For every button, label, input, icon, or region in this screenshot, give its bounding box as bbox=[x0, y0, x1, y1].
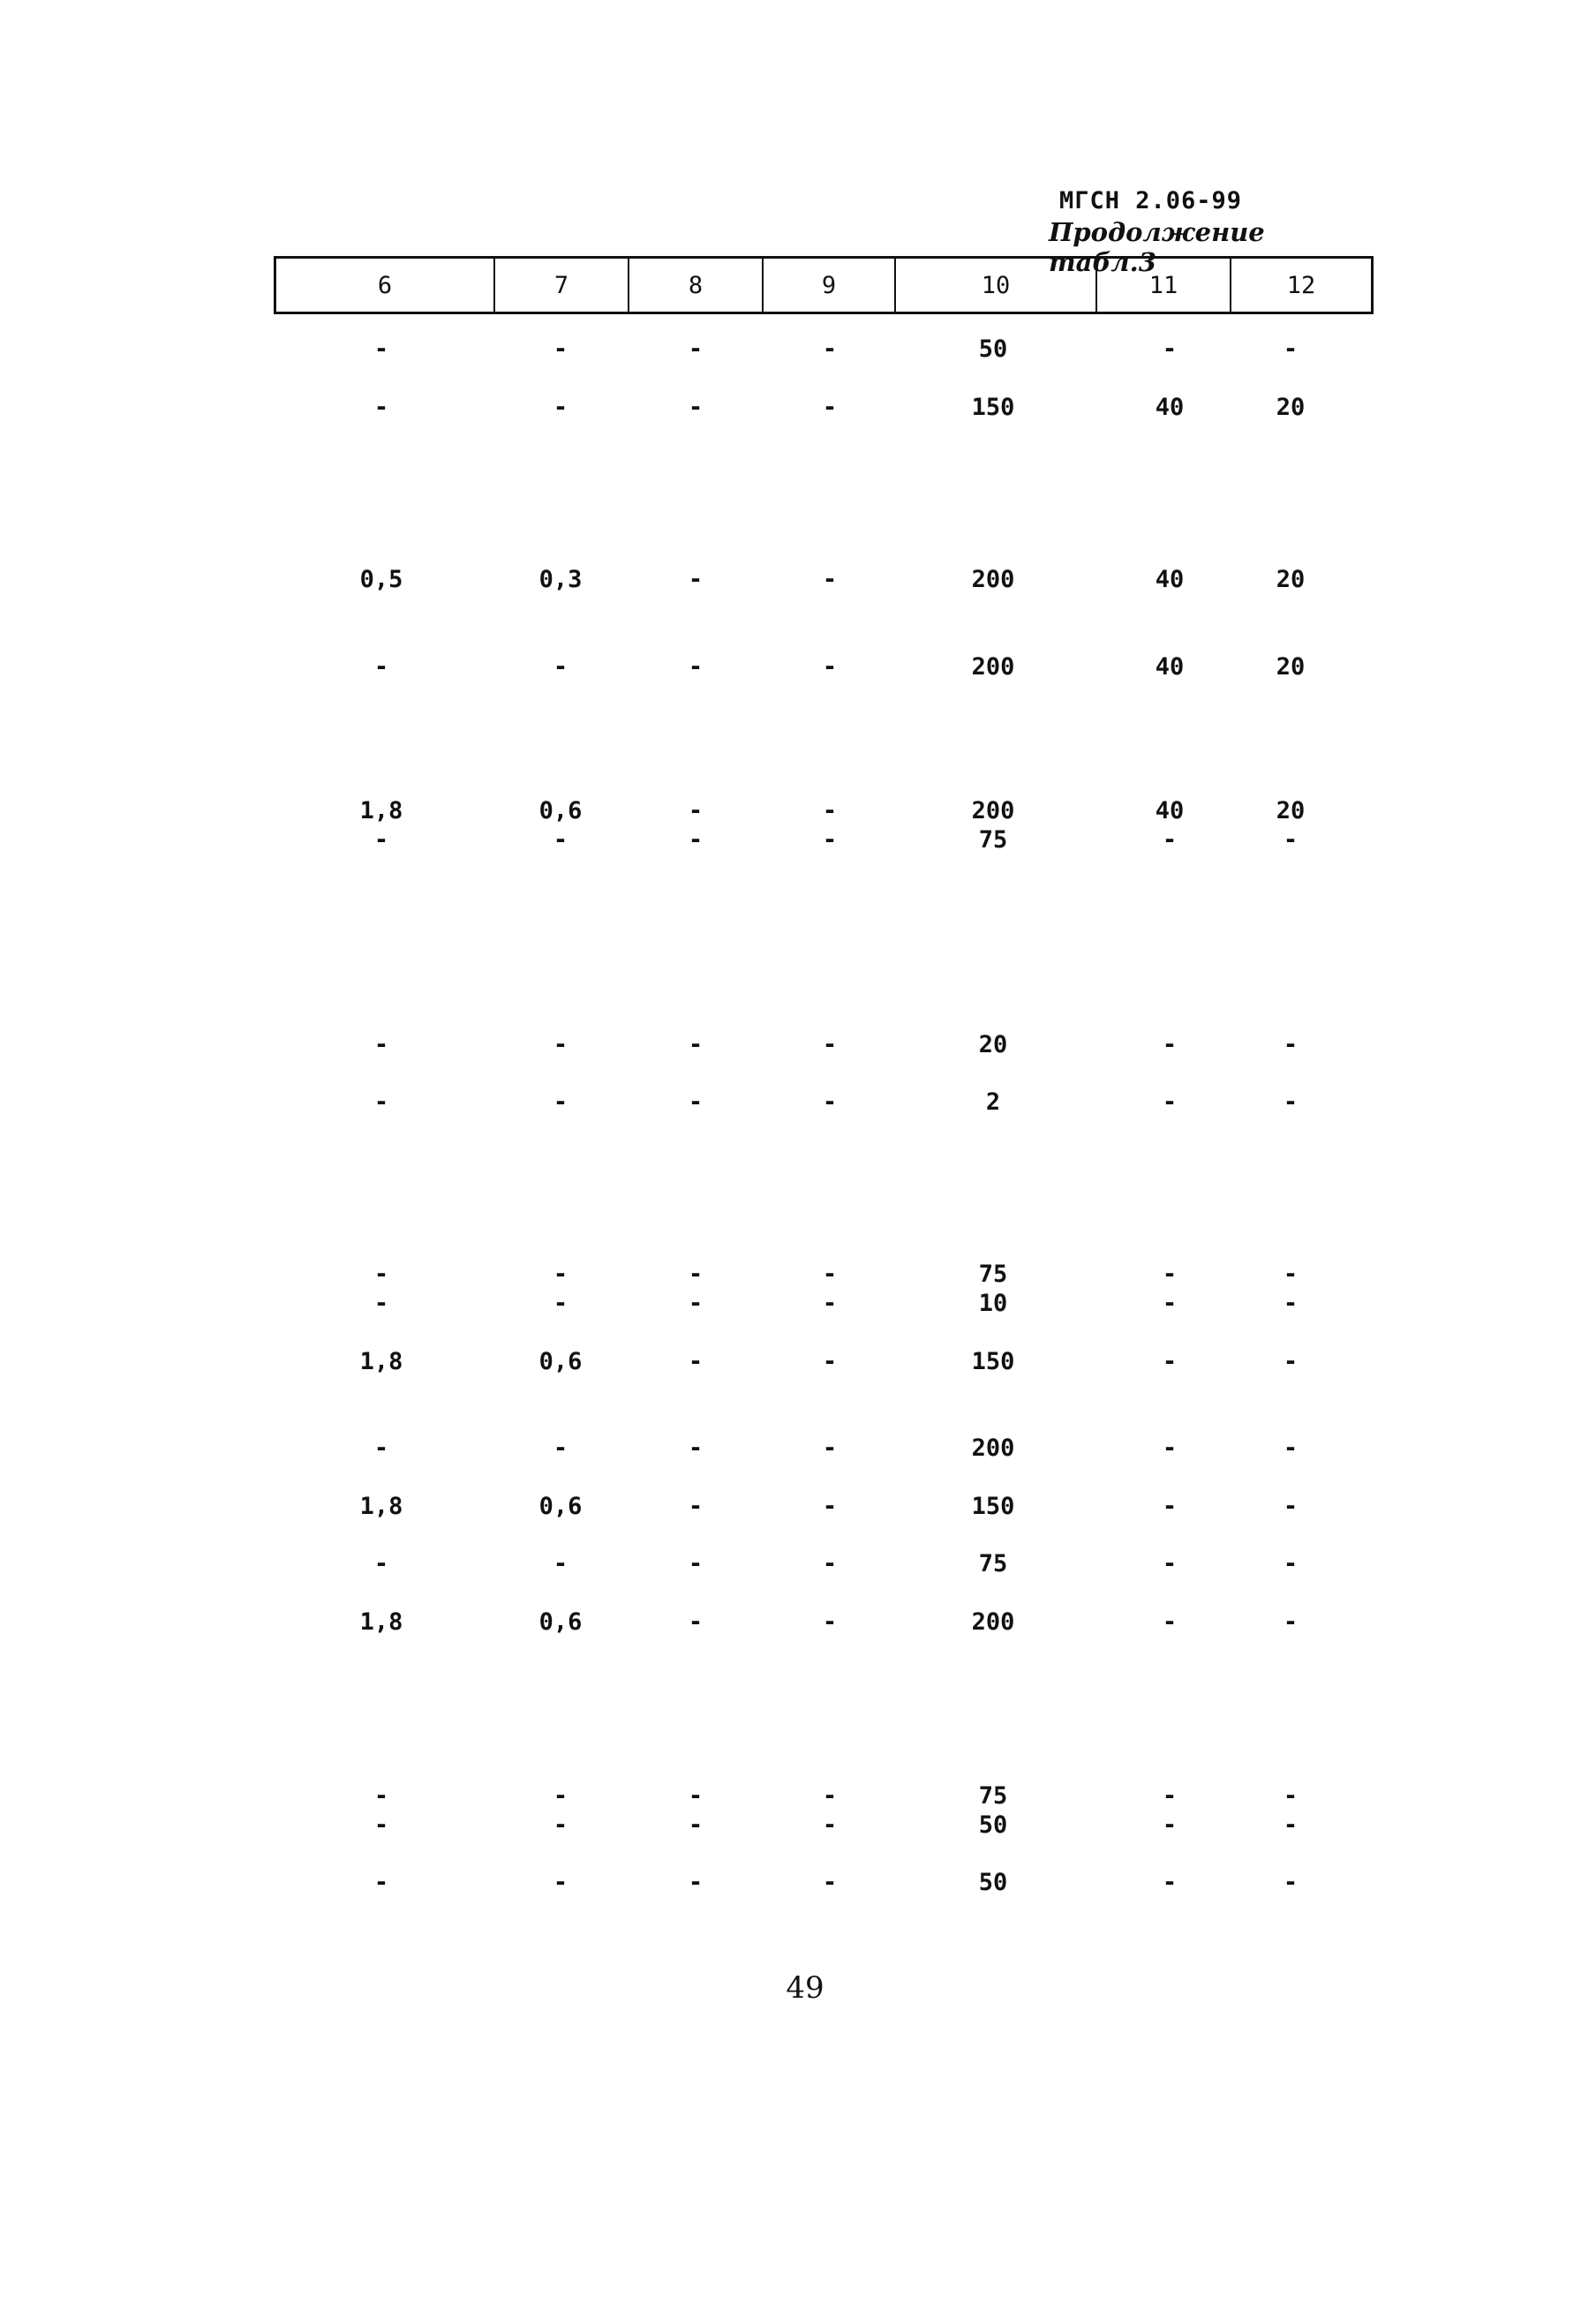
table-cell: - bbox=[373, 1550, 389, 1577]
table-cell: - bbox=[688, 1088, 704, 1116]
table-cell: 150 bbox=[971, 394, 1015, 421]
table-cell: 200 bbox=[971, 797, 1015, 824]
table-cell: 40 bbox=[1155, 566, 1185, 593]
table-cell: 75 bbox=[978, 1782, 1008, 1810]
table-cell: - bbox=[822, 1290, 838, 1317]
column-header: 7 bbox=[495, 259, 629, 312]
table-cell: - bbox=[1283, 1348, 1299, 1375]
table-cell: - bbox=[688, 1434, 704, 1462]
table-cell: 0,6 bbox=[538, 1348, 583, 1375]
table-cell: 20 bbox=[1276, 797, 1306, 824]
table-cell: - bbox=[1283, 1290, 1299, 1317]
table-cell: - bbox=[553, 653, 568, 681]
table-cell: - bbox=[373, 1031, 389, 1058]
table-cell: - bbox=[373, 1782, 389, 1810]
table-cell: - bbox=[1162, 1782, 1178, 1810]
table-cell: 20 bbox=[1276, 394, 1306, 421]
table-cell: - bbox=[822, 1348, 838, 1375]
table-cell: - bbox=[553, 335, 568, 363]
table-cell: - bbox=[1283, 1493, 1299, 1520]
table-cell: 40 bbox=[1155, 653, 1185, 681]
table-cell: - bbox=[373, 1088, 389, 1116]
table-cell: - bbox=[553, 826, 568, 854]
table-cell: - bbox=[1162, 1550, 1178, 1577]
table-cell: 1,8 bbox=[359, 1608, 403, 1636]
table-cell: 2 bbox=[985, 1088, 1001, 1116]
table-cell: - bbox=[688, 1493, 704, 1520]
table-cell: - bbox=[553, 1261, 568, 1288]
column-header: 11 bbox=[1097, 259, 1231, 312]
table-cell: 0,6 bbox=[538, 1608, 583, 1636]
table-cell: - bbox=[688, 1550, 704, 1577]
table-cell: 50 bbox=[978, 1869, 1008, 1896]
table-cell: - bbox=[373, 1261, 389, 1288]
table-cell: - bbox=[553, 1869, 568, 1896]
table-cell: 20 bbox=[1276, 566, 1306, 593]
column-header: 12 bbox=[1286, 271, 1316, 299]
table-cell: - bbox=[1162, 1493, 1178, 1520]
table-cell: - bbox=[1283, 1031, 1299, 1058]
table-cell: - bbox=[1283, 1550, 1299, 1577]
table-cell: - bbox=[1283, 1811, 1299, 1839]
table-cell: - bbox=[822, 826, 838, 854]
table-cell: 200 bbox=[971, 653, 1015, 681]
table-cell: 20 bbox=[978, 1031, 1008, 1058]
table-cell: - bbox=[688, 826, 704, 854]
table-cell: - bbox=[688, 394, 704, 421]
table-cell: 50 bbox=[978, 335, 1008, 363]
page-number: 49 bbox=[786, 1970, 824, 2006]
table-cell: 40 bbox=[1155, 394, 1185, 421]
table-cell: 150 bbox=[971, 1493, 1015, 1520]
table-cell: - bbox=[553, 1031, 568, 1058]
table-cell: - bbox=[373, 1434, 389, 1462]
column-header: 10 bbox=[896, 259, 1097, 312]
table-cell: 0,5 bbox=[359, 566, 403, 593]
table-cell: - bbox=[1162, 1088, 1178, 1116]
table-cell: 75 bbox=[978, 1550, 1008, 1577]
table-cell: - bbox=[373, 1811, 389, 1839]
table-cell: - bbox=[688, 1031, 704, 1058]
table-cell: 200 bbox=[971, 1434, 1015, 1462]
table-cell: 0,6 bbox=[538, 797, 583, 824]
table-cell: - bbox=[688, 797, 704, 824]
table-cell: - bbox=[822, 1811, 838, 1839]
table-cell: - bbox=[1162, 1031, 1178, 1058]
table-cell: - bbox=[1283, 1608, 1299, 1636]
table-cell: - bbox=[822, 394, 838, 421]
table-cell: - bbox=[373, 335, 389, 363]
table-cell: - bbox=[1283, 1434, 1299, 1462]
table-cell: - bbox=[822, 1608, 838, 1636]
table-cell: - bbox=[1162, 1261, 1178, 1288]
table-cell: - bbox=[1162, 1434, 1178, 1462]
table-cell: - bbox=[1283, 826, 1299, 854]
table-cell: - bbox=[553, 1290, 568, 1317]
table-cell: - bbox=[1162, 1290, 1178, 1317]
table-continuation-label: Продолжение табл.3 bbox=[1049, 217, 1265, 277]
table-cell: - bbox=[822, 1261, 838, 1288]
table-cell: 150 bbox=[971, 1348, 1015, 1375]
table-cell: - bbox=[1162, 1811, 1178, 1839]
table-cell: - bbox=[822, 566, 838, 593]
table-cell: 50 bbox=[978, 1811, 1008, 1839]
table-cell: - bbox=[1283, 335, 1299, 363]
table-cell: - bbox=[822, 1869, 838, 1896]
table-cell: - bbox=[373, 826, 389, 854]
table-cell: 1,8 bbox=[359, 1493, 403, 1520]
table-cell: - bbox=[688, 1811, 704, 1839]
table-cell: - bbox=[373, 653, 389, 681]
table-cell: - bbox=[1283, 1782, 1299, 1810]
table-cell: 1,8 bbox=[359, 1348, 403, 1375]
table-cell: - bbox=[373, 394, 389, 421]
table-cell: - bbox=[688, 335, 704, 363]
table-cell: - bbox=[553, 1088, 568, 1116]
table-cell: 0,3 bbox=[538, 566, 583, 593]
column-header: 6 bbox=[276, 259, 495, 312]
table-cell: - bbox=[688, 1869, 704, 1896]
table-cell: - bbox=[822, 797, 838, 824]
table-cell: - bbox=[822, 1493, 838, 1520]
table-cell: 75 bbox=[978, 1261, 1008, 1288]
table-cell: - bbox=[822, 1782, 838, 1810]
table-cell: - bbox=[373, 1869, 389, 1896]
table-cell: 200 bbox=[971, 566, 1015, 593]
table-cell: - bbox=[373, 1290, 389, 1317]
table-cell: - bbox=[822, 1434, 838, 1462]
table-cell: - bbox=[553, 1782, 568, 1810]
table-cell: 1,8 bbox=[359, 797, 403, 824]
table-cell: - bbox=[1283, 1261, 1299, 1288]
table-cell: - bbox=[1283, 1088, 1299, 1116]
table-cell: - bbox=[553, 394, 568, 421]
table-cell: - bbox=[553, 1811, 568, 1839]
document-code: МГСН 2.06-99 bbox=[1059, 187, 1243, 215]
table-cell: - bbox=[553, 1434, 568, 1462]
column-header: 9 bbox=[764, 259, 896, 312]
table-cell: - bbox=[688, 1348, 704, 1375]
table-cell: 20 bbox=[1276, 653, 1306, 681]
table-cell: - bbox=[688, 1261, 704, 1288]
table-header-row bbox=[274, 256, 1374, 314]
table-cell: - bbox=[822, 335, 838, 363]
table-cell: - bbox=[822, 653, 838, 681]
table-cell: - bbox=[688, 653, 704, 681]
table-cell: - bbox=[1162, 1608, 1178, 1636]
table-cell: - bbox=[688, 1290, 704, 1317]
table-cell: - bbox=[822, 1031, 838, 1058]
table-cell: - bbox=[1162, 826, 1178, 854]
table-cell: 75 bbox=[978, 826, 1008, 854]
table-cell: - bbox=[1162, 1869, 1178, 1896]
table-cell: - bbox=[553, 1550, 568, 1577]
table-cell: 200 bbox=[971, 1608, 1015, 1636]
table-cell: - bbox=[688, 1608, 704, 1636]
table-cell: 0,6 bbox=[538, 1493, 583, 1520]
table-cell: - bbox=[822, 1088, 838, 1116]
table-cell: - bbox=[1283, 1869, 1299, 1896]
table-cell: - bbox=[688, 566, 704, 593]
table-cell: - bbox=[688, 1782, 704, 1810]
table-cell: 10 bbox=[978, 1290, 1008, 1317]
table-cell: 40 bbox=[1155, 797, 1185, 824]
column-header: 8 bbox=[629, 259, 764, 312]
table-cell: - bbox=[1162, 335, 1178, 363]
table-cell: - bbox=[1162, 1348, 1178, 1375]
table-cell: - bbox=[822, 1550, 838, 1577]
